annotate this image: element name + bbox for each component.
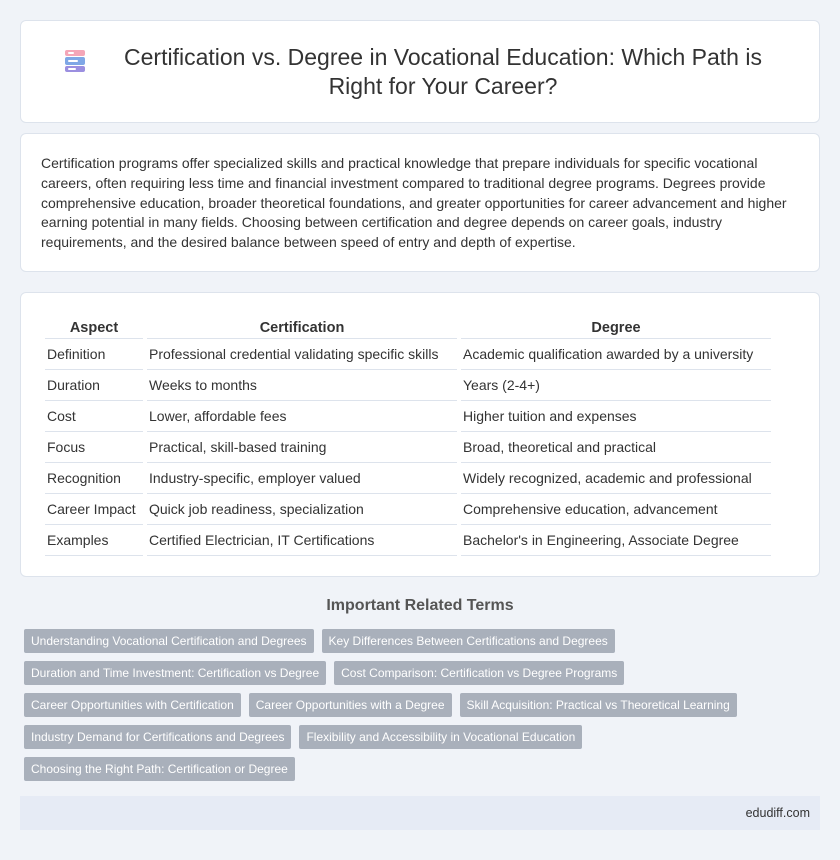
related-term-tag[interactable]: Cost Comparison: Certification vs Degree Programs	[334, 661, 624, 685]
table-cell: Academic qualification awarded by a university	[461, 339, 771, 370]
table-cell: Examples	[45, 525, 143, 556]
tag-row	[24, 629, 824, 653]
related-terms-list	[24, 629, 824, 789]
table-cell: Broad, theoretical and practical	[461, 432, 771, 463]
related-term-tag[interactable]: Choosing the Right Path: Certification or Degree	[24, 757, 295, 781]
related-terms-heading: Important Related Terms	[326, 597, 514, 614]
table-cell: Industry-specific, employer valued	[147, 463, 457, 494]
related-term-tag[interactable]: Career Opportunities with a Degree	[249, 693, 452, 717]
related-term-tag[interactable]: Flexibility and Accessibility in Vocational Education	[299, 725, 582, 749]
table-row	[45, 525, 771, 556]
intro-paragraph: Certification programs offer specialized skills and practical knowledge that prepare individuals for specific vocational careers, often requiring less time and financial investment compared to traditional degree programs. Degrees provide comprehensive education, broader theoretical foundations, and greater opportunities for career advancement and higher earning potential in many fields. Choosing between certification and degree depends on career goals, industry requirements, and the desired balance between speed of entry and depth of expertise.	[41, 155, 787, 251]
comparison-table-card	[20, 292, 820, 577]
table-cell: Comprehensive education, advancement	[461, 494, 771, 525]
related-term-tag[interactable]: Career Opportunities with Certification	[24, 693, 241, 717]
table-cell: Higher tuition and expenses	[461, 401, 771, 432]
table-cell: Quick job readiness, specialization	[147, 494, 457, 525]
table-cell: Career Impact	[45, 494, 143, 525]
column-header-degree: Degree	[461, 313, 771, 339]
table-cell: Bachelor's in Engineering, Associate Degree	[461, 525, 771, 556]
page-title: Certification vs. Degree in Vocational Education: Which Path is Right for Your Career?	[124, 43, 762, 99]
table-row	[45, 463, 771, 494]
document-stack-icon	[61, 47, 89, 75]
related-term-tag[interactable]: Key Differences Between Certifications and Degrees	[322, 629, 615, 653]
table-row	[45, 494, 771, 525]
table-cell: Lower, affordable fees	[147, 401, 457, 432]
comparison-table	[41, 313, 775, 556]
column-header-certification: Certification	[147, 313, 457, 339]
tag-row	[24, 661, 824, 685]
table-cell: Professional credential validating specific skills	[147, 339, 457, 370]
table-cell: Years (2-4+)	[461, 370, 771, 401]
table-row	[45, 370, 771, 401]
intro-card	[20, 133, 820, 272]
table-row	[45, 339, 771, 370]
title-wrap	[61, 43, 779, 101]
footer-site-link[interactable]: edudiff.com	[745, 806, 810, 820]
table-cell: Recognition	[45, 463, 143, 494]
table-cell: Practical, skill-based training	[147, 432, 457, 463]
tag-row	[24, 757, 824, 781]
related-term-tag[interactable]: Understanding Vocational Certification and Degrees	[24, 629, 314, 653]
table-cell: Widely recognized, academic and professional	[461, 463, 771, 494]
table-row	[45, 432, 771, 463]
related-term-tag[interactable]: Industry Demand for Certifications and Degrees	[24, 725, 291, 749]
table-cell: Duration	[45, 370, 143, 401]
table-cell: Weeks to months	[147, 370, 457, 401]
table-cell: Focus	[45, 432, 143, 463]
footer	[20, 796, 820, 830]
related-term-tag[interactable]: Duration and Time Investment: Certification vs Degree	[24, 661, 326, 685]
related-term-tag[interactable]: Skill Acquisition: Practical vs Theoretical Learning	[460, 693, 737, 717]
column-header-aspect: Aspect	[45, 313, 143, 339]
table-cell: Certified Electrician, IT Certifications	[147, 525, 457, 556]
table-cell: Definition	[45, 339, 143, 370]
table-row	[45, 401, 771, 432]
tag-row	[24, 693, 824, 717]
table-cell: Cost	[45, 401, 143, 432]
table-header-row	[45, 313, 771, 339]
title-card	[20, 20, 820, 123]
tag-row	[24, 725, 824, 749]
